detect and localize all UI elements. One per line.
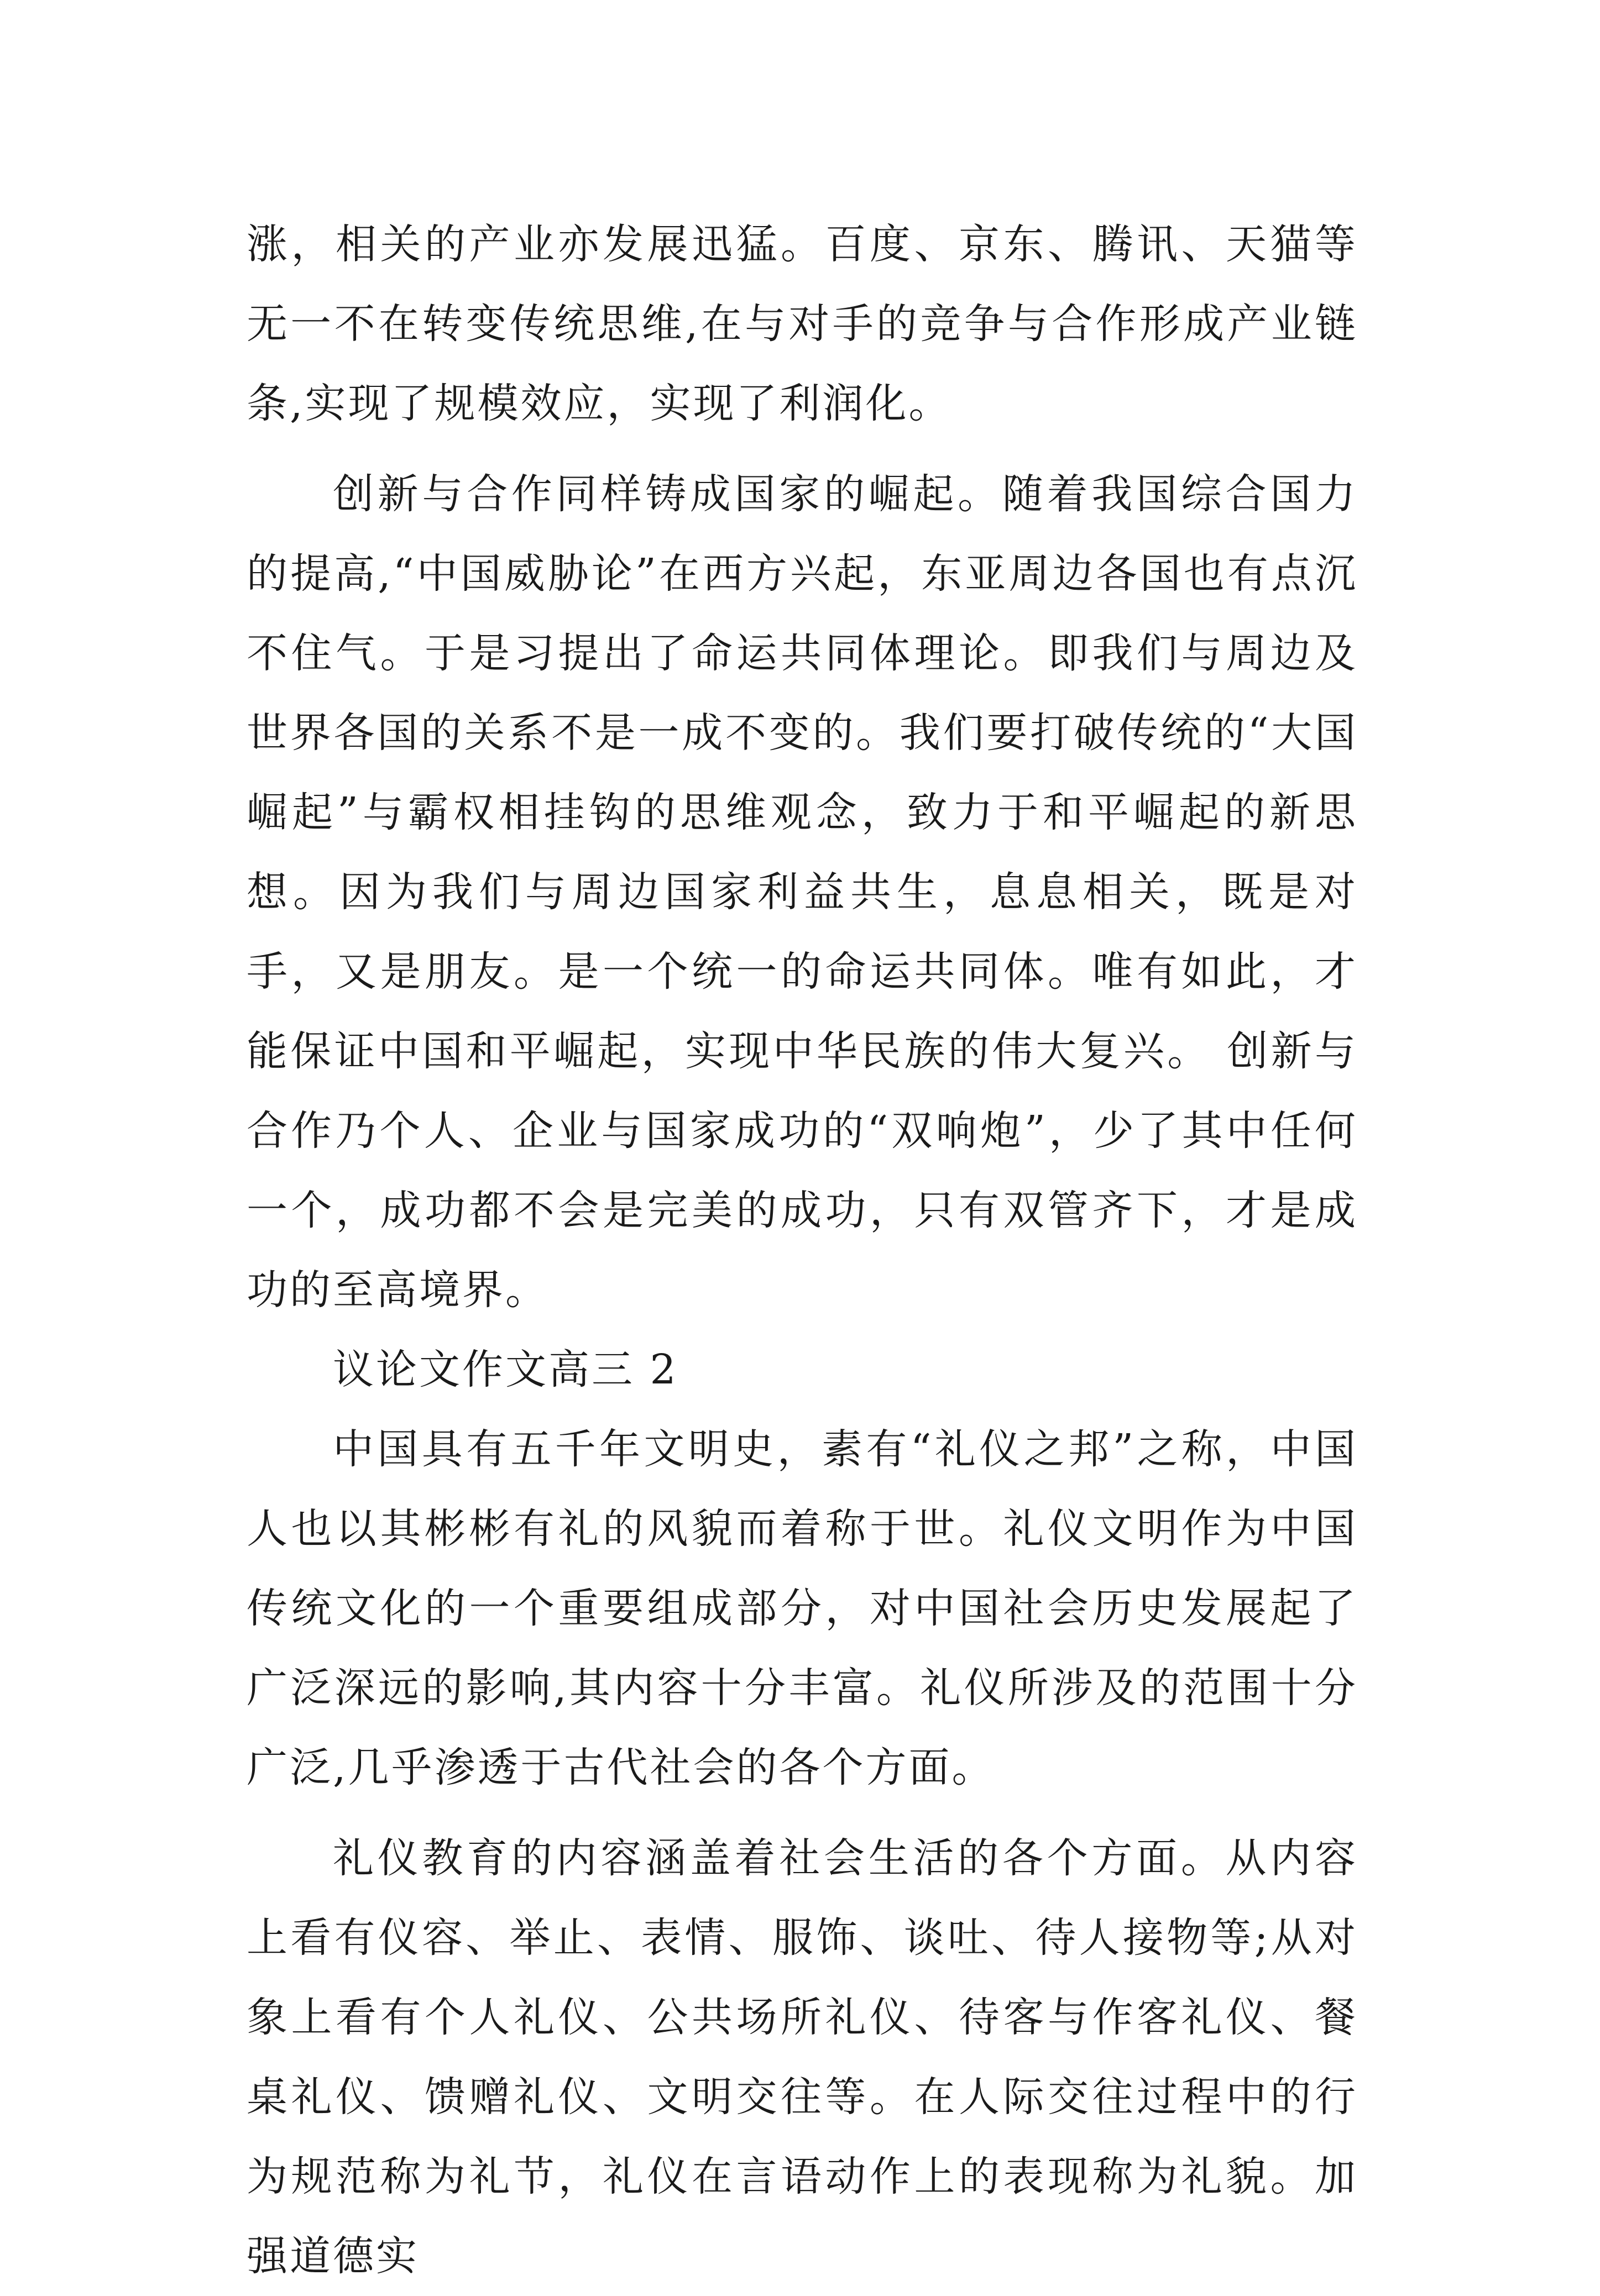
document-body	[247, 205, 1358, 2296]
paragraph-etiquette-history: 中国具有五千年文明史，素有“礼仪之邦”之称，中国人也以其彬彬有礼的风貌而着称于世。礼仪文明作为中国传统文化的一个重要组成部分，对中国社会历史发展起了广泛深远的影响,其内容十分丰富。礼仪所涉及的范围十分广泛,几乎渗透于古代社会的各个方面。	[247, 1425, 1358, 1791]
paragraph-nation-rise: 创新与合作同样铸成国家的崛起。随着我国综合国力的提高,“中国威胁论”在西方兴起，东亚周边各国也有点沉不住气。于是习提出了命运共同体理论。即我们与周边及世界各国的关系不是一成不变的。我们要打破传统的“大国崛起”与霸权相挂钩的思维观念，致力于和平崛起的新思想。因为我们与周边国家利益共生，息息相关，既是对手，又是朋友。是一个统一的命运共同体。唯有如此，才能保证中国和平崛起，实现中华民族的伟大复兴。 创新与合作乃个人、企业与国家成功的“双响炮”，少了其中任何一个，成功都不会是完美的成功，只有双管齐下，才是成功的至高境界。	[247, 470, 1358, 1314]
essay-heading: 议论文作文高三 2	[333, 1346, 678, 1393]
paragraph-industry-continuation: 涨，相关的产业亦发展迅猛。百度、京东、腾讯、天猫等无一不在转变传统思维,在与对手的竞争与合作形成产业链条,实现了规模效应，实现了利润化。	[247, 221, 1358, 427]
paragraph-etiquette-education: 礼仪教育的内容涵盖着社会生活的各个方面。从内容上看有仪容、举止、表情、服饰、谈吐、待人接物等;从对象上看有个人礼仪、公共场所礼仪、待客与作客礼仪、餐桌礼仪、馈赠礼仪、文明交往等。在人际交往过程中的行为规范称为礼节，礼仪在言语动作上的表现称为礼貌。加强道德实	[247, 1834, 1358, 2280]
